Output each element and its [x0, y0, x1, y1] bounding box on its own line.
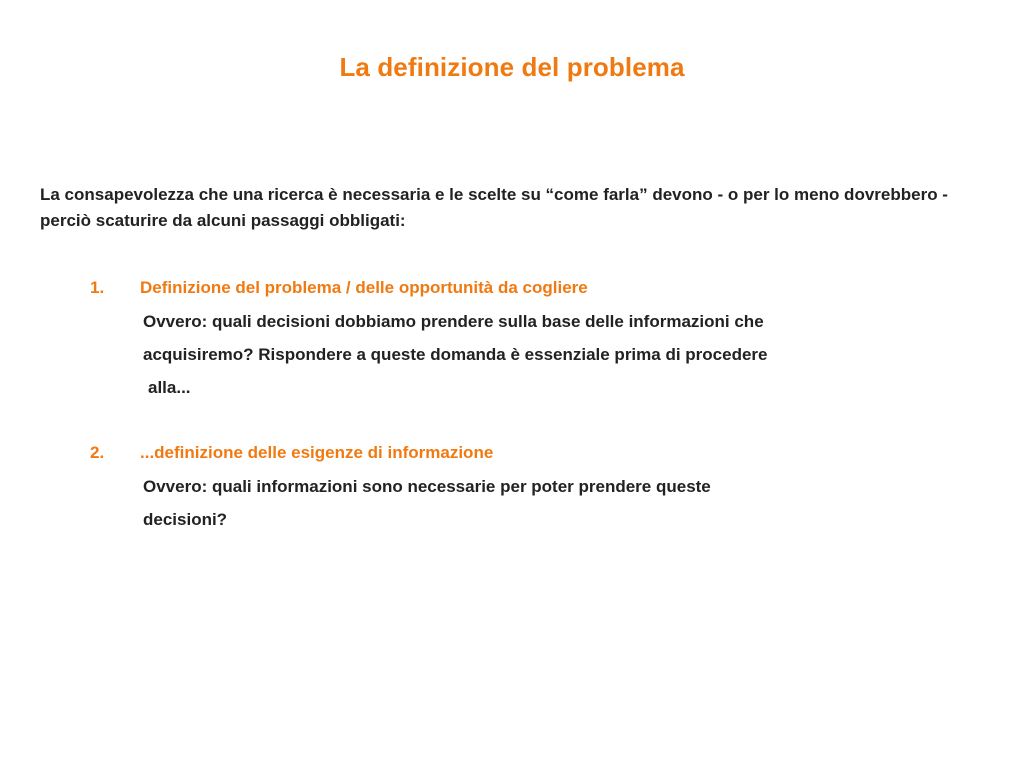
list-item-1-heading-row	[0, 275, 1024, 301]
list-item-1-body	[143, 305, 767, 404]
list-item-2-line-2: decisioni?	[143, 510, 228, 529]
list-item-1-line-1: Ovvero: quali decisioni dobbiamo prendere sulla base delle informazioni che	[143, 312, 764, 331]
intro-paragraph: La consapevolezza che una ricerca è necessaria e le scelte su “come farla” devono - o per lo meno dovrebbero - perciò scaturire da alcuni passaggi obbligati:	[40, 185, 948, 230]
list-item-2-heading: ...definizione delle esigenze di informazione	[140, 443, 494, 462]
list-item-1-heading: Definizione del problema / delle opportunità da cogliere	[140, 278, 588, 297]
list-item-1-number: 1.	[90, 278, 105, 297]
list-item-2-line-1: Ovvero: quali informazioni sono necessarie per poter prendere queste	[143, 477, 711, 496]
slide-title: La definizione del problema	[339, 52, 685, 82]
list-item-2-heading-row	[0, 440, 1024, 466]
list-item-2-body	[143, 470, 711, 536]
list-item-2-number: 2.	[90, 443, 105, 462]
list-item-1-line-2: acquisiremo? Rispondere a queste domanda è essenziale prima di procedere	[143, 345, 768, 364]
list-item-1-line-3: alla...	[148, 378, 191, 397]
